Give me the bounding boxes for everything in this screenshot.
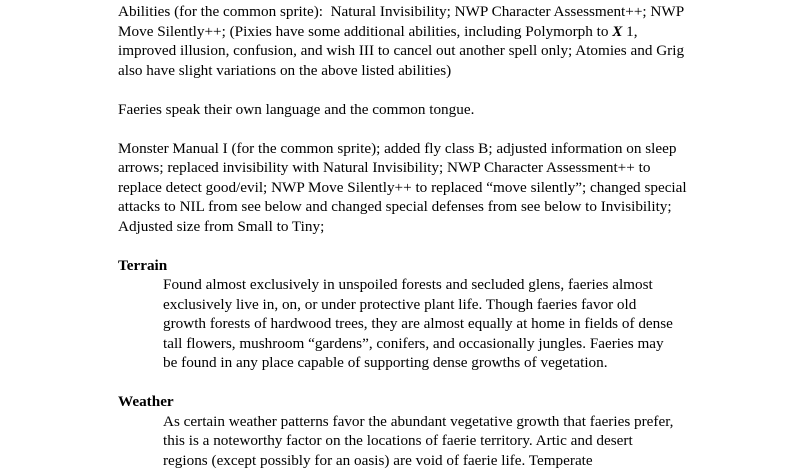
paragraph-spacer xyxy=(118,373,693,393)
document-page xyxy=(118,2,693,470)
abilities-paragraph xyxy=(118,2,693,80)
language-paragraph: Faeries speak their own language and the common tongue. xyxy=(118,100,693,120)
weather-body: As certain weather patterns favor the abundant vegetative growth that faeries prefer, this is a noteworthy factor on the locations of faerie territory. Artic and desert regions (except possibly for an oasis) are void of faerie life. Temperate xyxy=(118,412,678,470)
abilities-text-1: Abilities (for the common sprite): Natural Invisibility; NWP Character Assessment++; NWP Move Silently++; (Pixies have some additional abilities, including Polymorph to xyxy=(118,3,687,40)
paragraph-spacer xyxy=(118,80,693,100)
terrain-heading: Terrain xyxy=(118,256,693,276)
paragraph-spacer xyxy=(118,236,693,256)
abilities-text-2: 1, improved illusion, confusion, and wish III to cancel out another spell only; Atomies and Grig also have slight variations on the above listed abilities) xyxy=(118,23,688,79)
paragraph-spacer xyxy=(118,119,693,139)
abilities-x-variable: X xyxy=(612,23,622,40)
terrain-body: Found almost exclusively in unspoiled forests and secluded glens, faeries almost exclusively live in, on, or under protective plant life. Though faeries favor old growth forests of hardwood trees, they are almost equally at home in fields of dense tall flowers, mushroom “gardens”, conifers, and occasionally jungles. Faeries may be found in any place capable of supporting dense growths of vegetation. xyxy=(118,275,678,373)
source-notes-paragraph: Monster Manual I (for the common sprite); added fly class B; adjusted information on sleep arrows; replaced invisibility with Natural Invisibility; NWP Character Assessment++ to replace detect good/evil; NWP Move Silently++ to replaced “move silently”; changed special attacks to NIL from see below and changed special defenses from see below to Invisibility; Adjusted size from Small to Tiny; xyxy=(118,139,693,237)
weather-heading: Weather xyxy=(118,392,693,412)
